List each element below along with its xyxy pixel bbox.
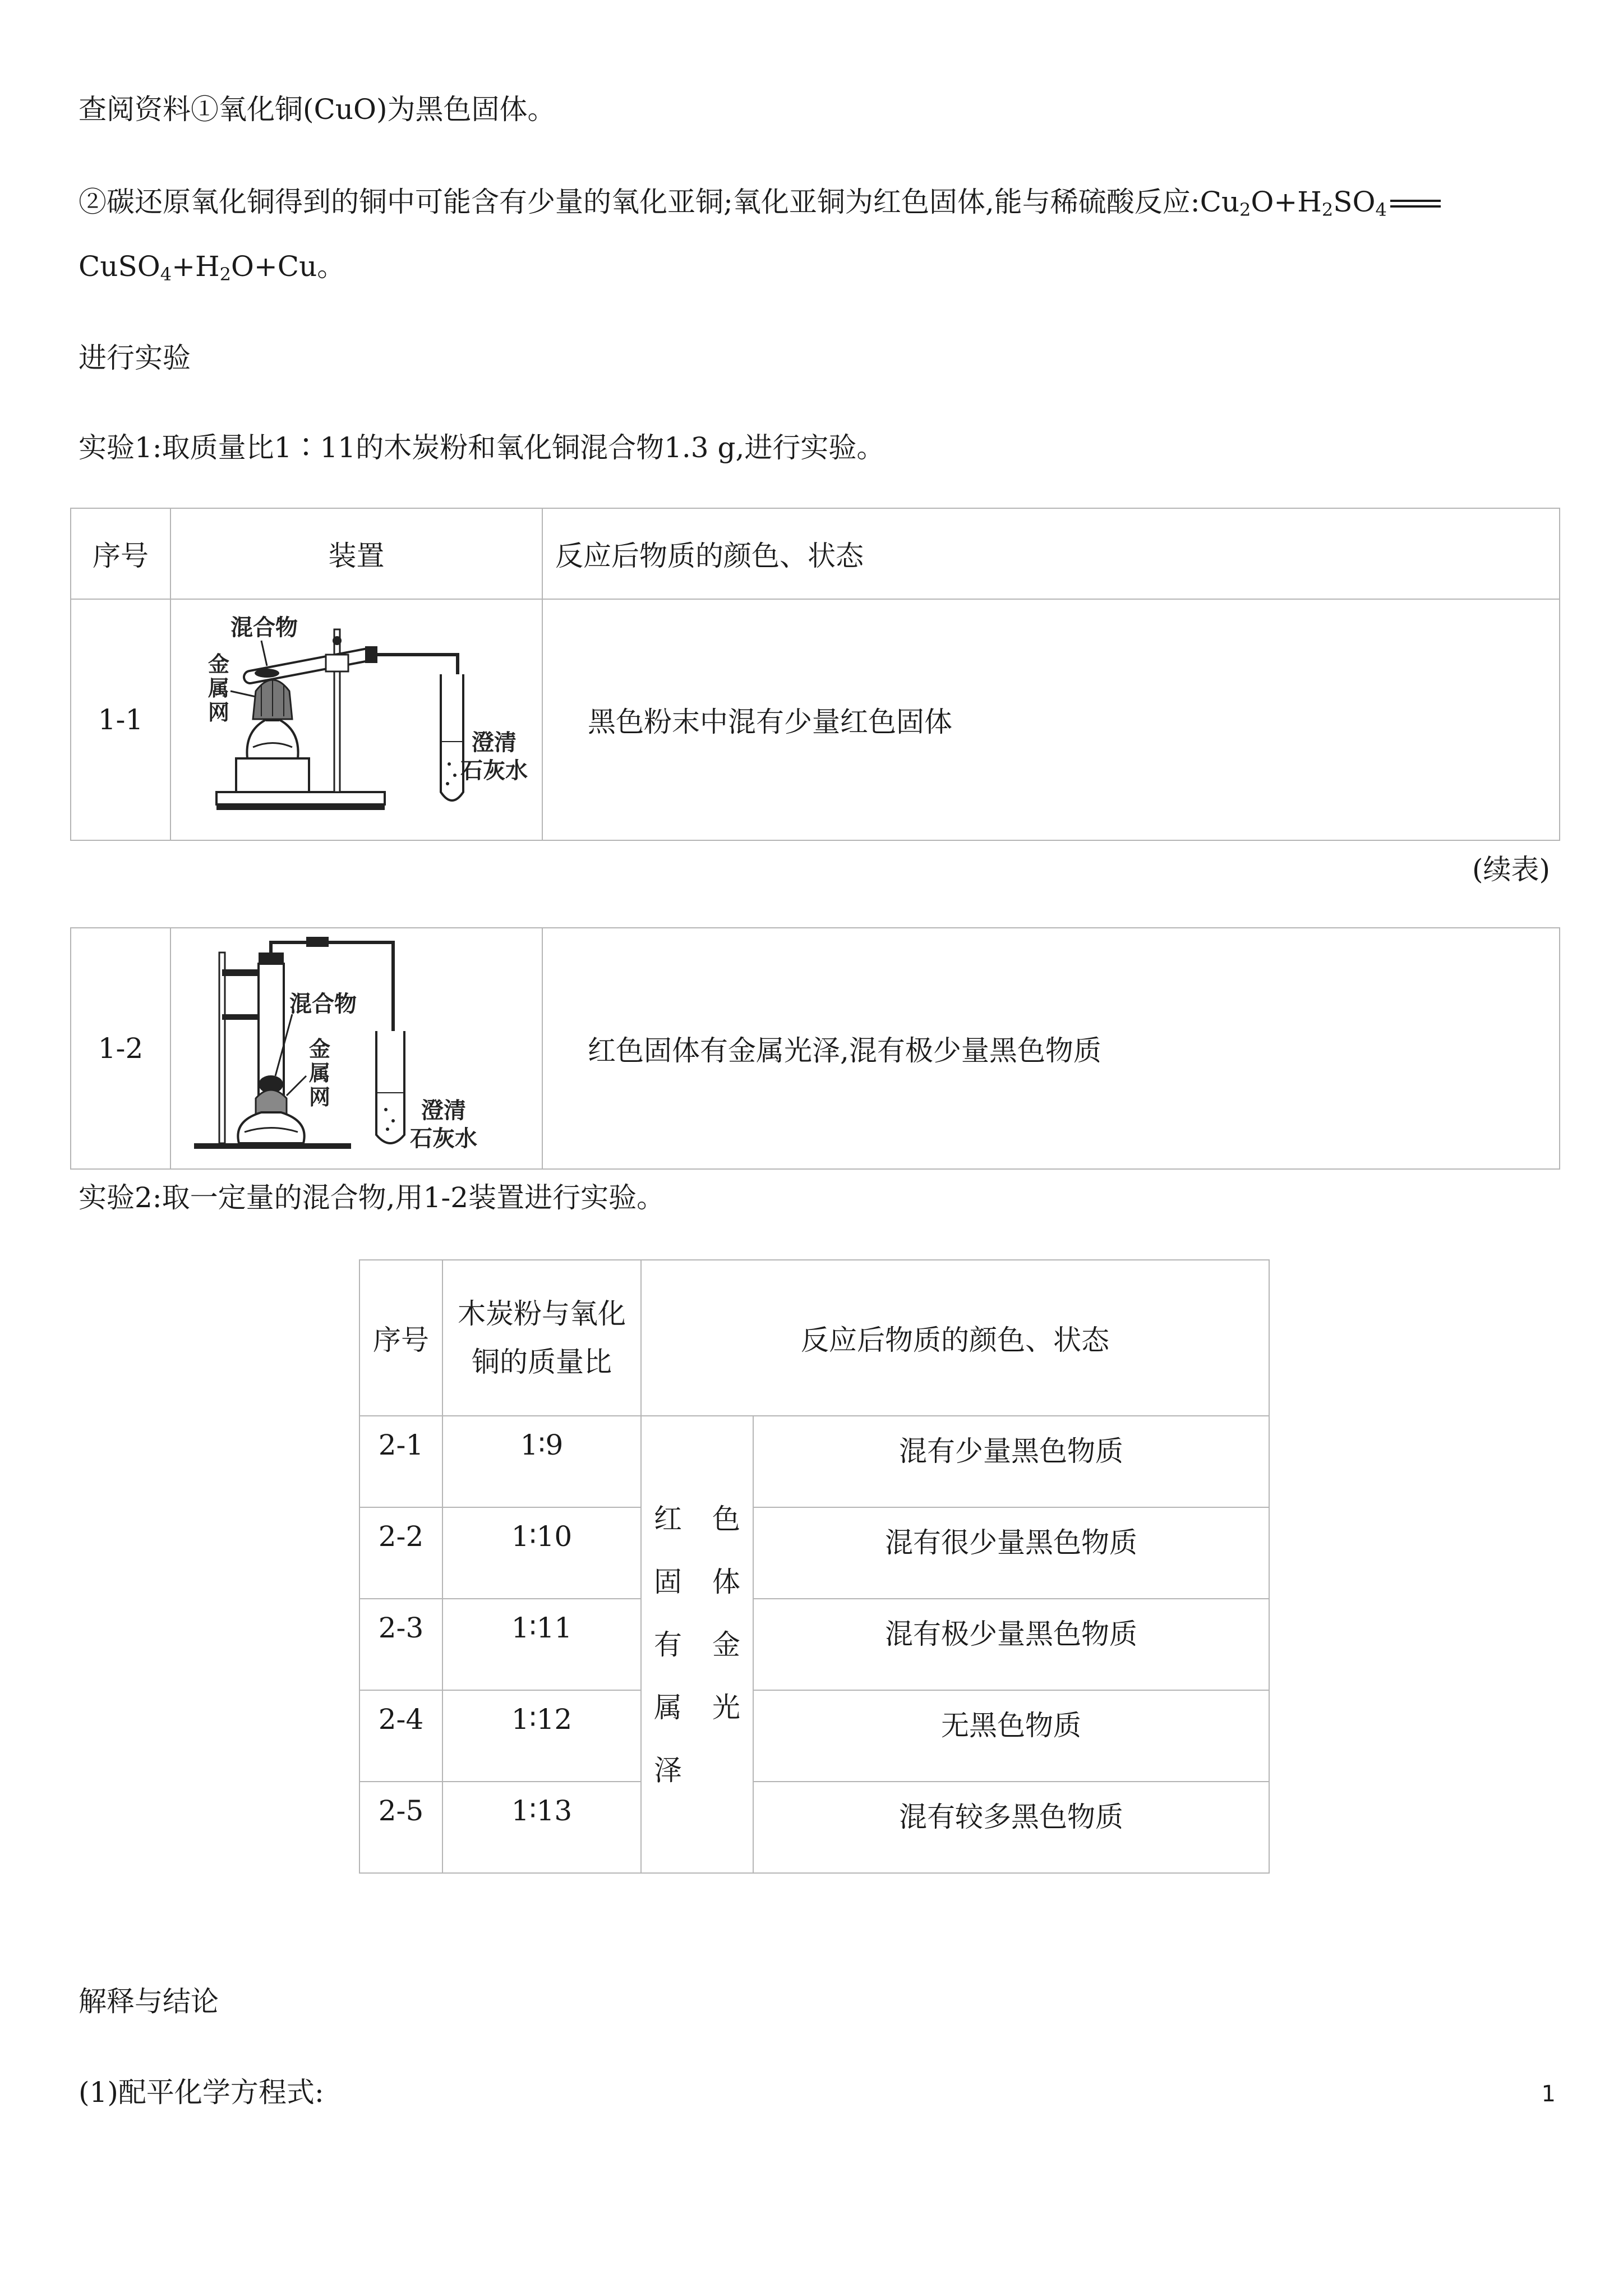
table-row-result: 混有少量黑色物质 [753,1416,1269,1507]
row-id: 1-1 [71,599,170,840]
header-result: 反应后物质的颜色、状态 [641,1260,1269,1416]
table-row-id: 2-2 [359,1507,442,1599]
vertical-tube-apparatus-icon [177,930,536,1160]
table-row-ratio: 1∶12 [442,1690,641,1782]
svg-text:石灰水: 石灰水 [460,758,528,784]
table-row-ratio: 1∶11 [442,1599,641,1690]
svg-text:澄清: 澄清 [471,730,517,756]
svg-text:澄清: 澄清 [421,1098,466,1124]
row-result: 黑色粉末中混有少量红色固体 [542,599,1560,840]
reference-line-2: ②碳还原氧化铜得到的铜中可能含有少量的氧化亚铜;氧化亚铜为红色固体,能与稀硫酸反应$:Cu_2O+H_2SO_4$ [79,185,1444,219]
table-row-id: 2-3 [359,1599,442,1690]
table-row-ratio: 1∶13 [442,1782,641,1873]
svg-text:混合物: 混合物 [230,615,298,641]
table-row-result: 混有极少量黑色物质 [753,1599,1269,1690]
apparatus-1-1-image [170,599,542,840]
reference-line-3: $CuSO_4+H_2O+Cu$。 [79,250,345,285]
svg-text:网: 网 [208,700,229,725]
question-1: (1)配平化学方程式: [79,2076,324,2109]
table-row-result: 无黑色物质 [753,1690,1269,1782]
section-conclusion: 解释与结论 [79,1985,219,2018]
experiment-1-table [70,508,1560,841]
continued-label: (续表) [1472,853,1550,886]
table-row-id: 2-4 [359,1690,442,1782]
svg-text:属: 属 [308,1061,330,1085]
table-row-ratio: 1∶10 [442,1507,641,1599]
experiment-2-intro: 实验2:取一定量的混合物,用1-2装置进行实验。 [79,1181,665,1214]
horizontal-tube-apparatus-icon [177,601,536,831]
experiment-1-table-continued [70,927,1560,1170]
section-experiment: 进行实验 [79,342,191,374]
svg-text:金: 金 [308,1037,330,1061]
row-result: 红色固体有金属光泽,混有极少量黑色物质 [542,928,1560,1169]
row-id: 1-2 [71,928,170,1169]
header-result: 反应后物质的颜色、状态 [542,508,1560,599]
page-number: 1 [1541,2081,1556,2107]
common-result-cell: 红 色 固 体 有 金 属 光 泽 [641,1416,753,1873]
svg-text:金: 金 [208,652,229,677]
header-id: 序号 [359,1260,442,1416]
svg-text:石灰水: 石灰水 [409,1126,477,1152]
table-row-id: 2-5 [359,1782,442,1873]
experiment-2-table [359,1259,1270,1874]
experiment-1-intro: 实验1:取质量比1∶11的木炭粉和氧化铜混合物1.3 g,进行实验。 [79,431,885,464]
table-row-id: 2-1 [359,1416,442,1507]
apparatus-1-2-image [170,928,542,1169]
table-row-result: 混有很少量黑色物质 [753,1507,1269,1599]
header-id: 序号 [71,508,170,599]
table-row-result: 混有较多黑色物质 [753,1782,1269,1873]
svg-text:属: 属 [208,676,229,701]
svg-text:混合物: 混合物 [289,991,357,1017]
table-row-ratio: 1∶9 [442,1416,641,1507]
reference-line-1: 查阅资料①氧化铜(CuO)为黑色固体。 [79,93,556,126]
svg-text:网: 网 [308,1085,330,1110]
equals-sign-icon [1390,199,1441,210]
header-apparatus: 装置 [170,508,542,599]
header-ratio: 木炭粉与氧化 铜的质量比 [442,1260,641,1416]
